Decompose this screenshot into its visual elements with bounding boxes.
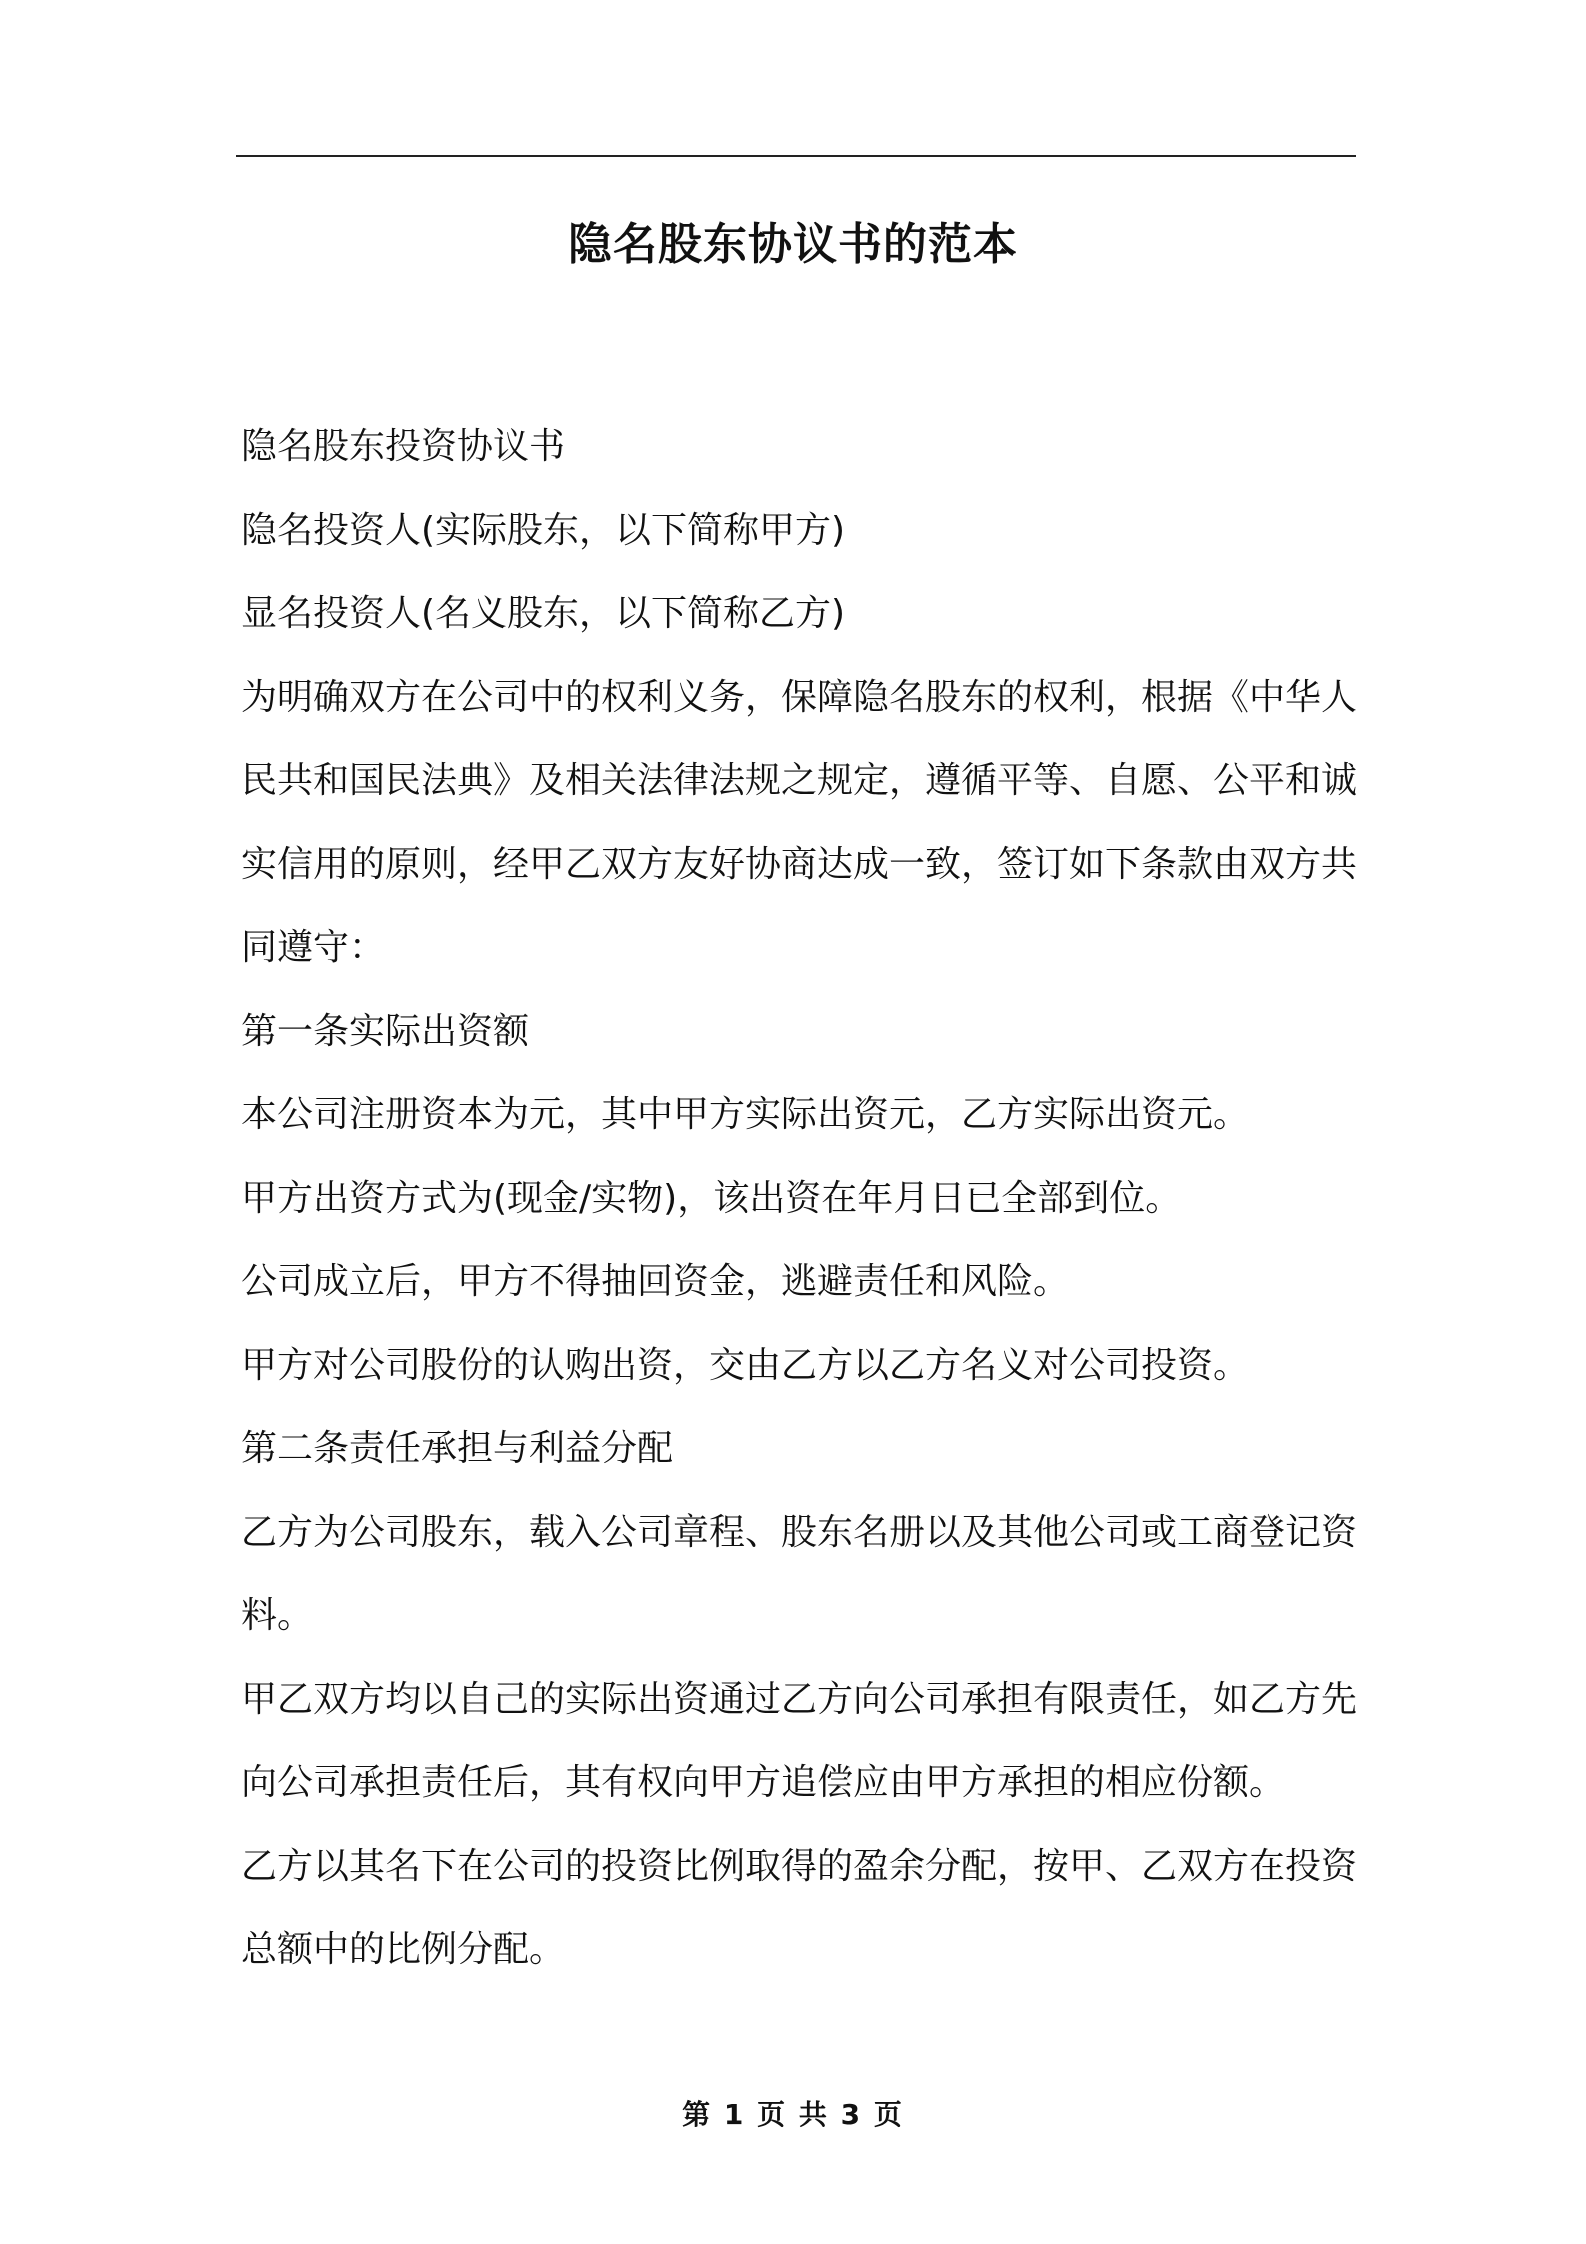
header-rule bbox=[236, 155, 1356, 157]
page-number-footer: 第 1 页 共 3 页 bbox=[682, 2098, 904, 2131]
paragraph: 甲乙双方均以自己的实际出资通过乙方向公司承担有限责任，如乙方先向公司承担责任后，其有权向甲方追偿应由甲方承担的相应份额。 bbox=[241, 1678, 1358, 1803]
paragraph: 乙方以其名下在公司的投资比例取得的盈余分配，按甲、乙双方在投资总额中的比例分配。 bbox=[241, 1845, 1358, 1970]
document-body bbox=[241, 405, 1359, 1992]
paragraph: 隐名股东投资协议书 bbox=[241, 426, 566, 467]
section-heading: 第二条责任承担与利益分配 bbox=[241, 1428, 674, 1469]
paragraph: 甲方出资方式为(现金/实物)，该出资在年月日已全部到位。 bbox=[241, 1177, 1182, 1219]
paragraph: 隐名投资人(实际股东，以下简称甲方) bbox=[241, 509, 846, 551]
document-title: 隐名股东协议书的范本 bbox=[568, 219, 1018, 270]
paragraph: 甲方对公司股份的认购出资，交由乙方以乙方名义对公司投资。 bbox=[241, 1344, 1250, 1386]
paragraph: 公司成立后，甲方不得抽回资金，逃避责任和风险。 bbox=[241, 1261, 1070, 1302]
paragraph: 乙方为公司股东，载入公司章程、股东名册以及其他公司或工商登记资料。 bbox=[241, 1511, 1358, 1636]
section-heading: 第一条实际出资额 bbox=[241, 1010, 530, 1052]
paragraph: 本公司注册资本为元，其中甲方实际出资元，乙方实际出资元。 bbox=[241, 1094, 1250, 1135]
paragraph: 显名投资人(名义股东，以下简称乙方) bbox=[241, 593, 846, 634]
paragraph: 为明确双方在公司中的权利义务，保障隐名股东的权利，根据《中华人民共和国民法典》及相关法律法规之规定，遵循平等、自愿、公平和诚实信用的原则，经甲乙双方友好协商达成一致，签订如下条款由双方共同遵守： bbox=[241, 676, 1358, 968]
